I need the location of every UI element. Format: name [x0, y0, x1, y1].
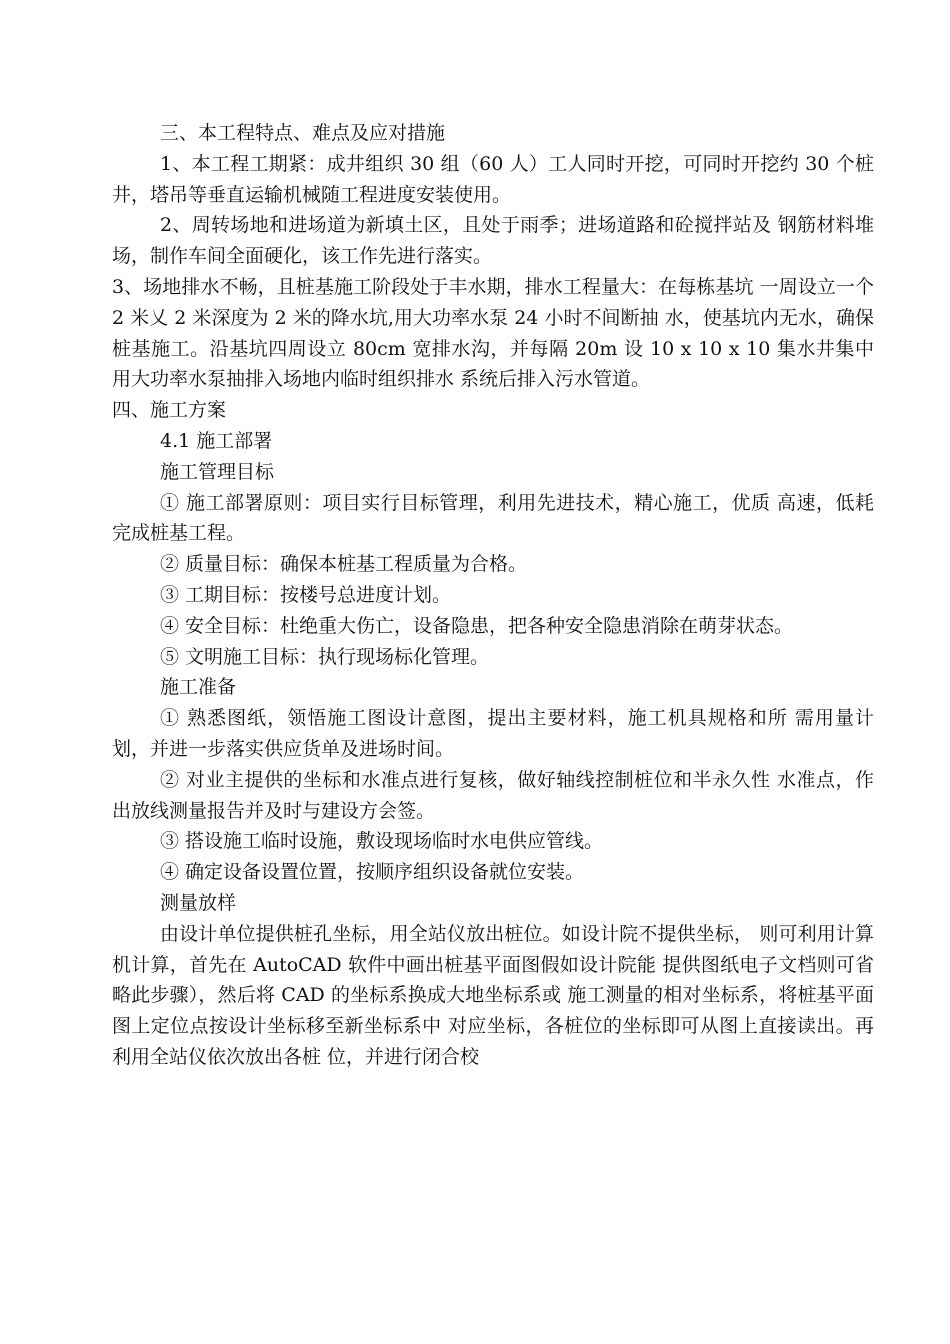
subheading: 测量放样 [160, 891, 237, 914]
paragraph: 3、场地排水不畅，且桩基施工阶段处于丰水期，排水工程量大：在每栋基坑 一周设立一个 2 米乂 2 米深度为 2 米的降水坑,用大功率水泵 24 小时不间断抽 水，使基坑内无水，确保桩基施工。沿基坑四周设立 80cm 宽排水沟，并每隔 20m 设 10 x 10 x 10 集水井集中用大功率水泵抽排入场地内临时组织排水 系统后排入污水管道。 [112, 275, 874, 391]
list-item: ③ 搭设施工临时设施，敷设现场临时水电供应管线。 [160, 830, 604, 853]
list-item: ① 熟悉图纸，领悟施工图设计意图，提出主要材料，施工机具规格和所 需用量计划，并进一步落实供应货单及进场时间。 [112, 707, 874, 760]
document-body [112, 118, 874, 1073]
paragraph: 由设计单位提供桩孔坐标，用全站仪放出桩位。如设计院不提供坐标， 则可利用计算机计算，首先在 AutoCAD 软件中画出桩基平面图假如设计院能 提供图纸电子文档则可省略此步骤），然后将 CAD 的坐标系换成大地坐标系或 施工测量的相对坐标系，将桩基平面图上定位点按设计坐标移至新坐标系中 对应坐标，各桩位的坐标即可从图上直接读出。再利用全站仪依次放出各桩 位，并进行闭合校 [112, 922, 874, 1068]
list-item: ⑤ 文明施工目标：执行现场标化管理。 [160, 645, 490, 668]
list-item: ② 对业主提供的坐标和水准点进行复核，做好轴线控制桩位和半永久性 水准点，作出放线测量报告并及时与建设方会签。 [112, 768, 874, 822]
subheading: 施工准备 [160, 676, 237, 699]
list-item: ① 施工部署原则：项目实行目标管理，利用先进技术，精心施工，优质 高速，低耗完成桩基工程。 [112, 491, 874, 545]
paragraph: 2、周转场地和进场道为新填土区，且处于雨季；进场道路和砼搅拌站及 钢筋材料堆场，制作车间全面硬化，该工作先进行落实。 [112, 214, 874, 268]
list-item: ② 质量目标：确保本桩基工程质量为合格。 [160, 553, 528, 576]
list-item: ④ 确定设备设置位置，按顺序组织设备就位安装。 [160, 861, 585, 884]
list-item: ③ 工期目标：按楼号总进度计划。 [160, 583, 452, 606]
subsection-heading: 4.1 施工部署 [160, 429, 273, 452]
section-heading: 四、施工方案 [112, 399, 227, 422]
paragraph: 1、本工程工期紧：成井组织 30 组（60 人）工人同时开挖，可同时开挖约 30 个桩井，塔吊等垂直运输机械随工程进度安装使用。 [112, 152, 874, 206]
list-item: ④ 安全目标：杜绝重大伤亡，设备隐患，把各种安全隐患消除在萌芽状态。 [160, 614, 794, 637]
subheading: 施工管理目标 [160, 460, 275, 483]
section-heading: 三、本工程特点、难点及应对措施 [160, 122, 446, 144]
